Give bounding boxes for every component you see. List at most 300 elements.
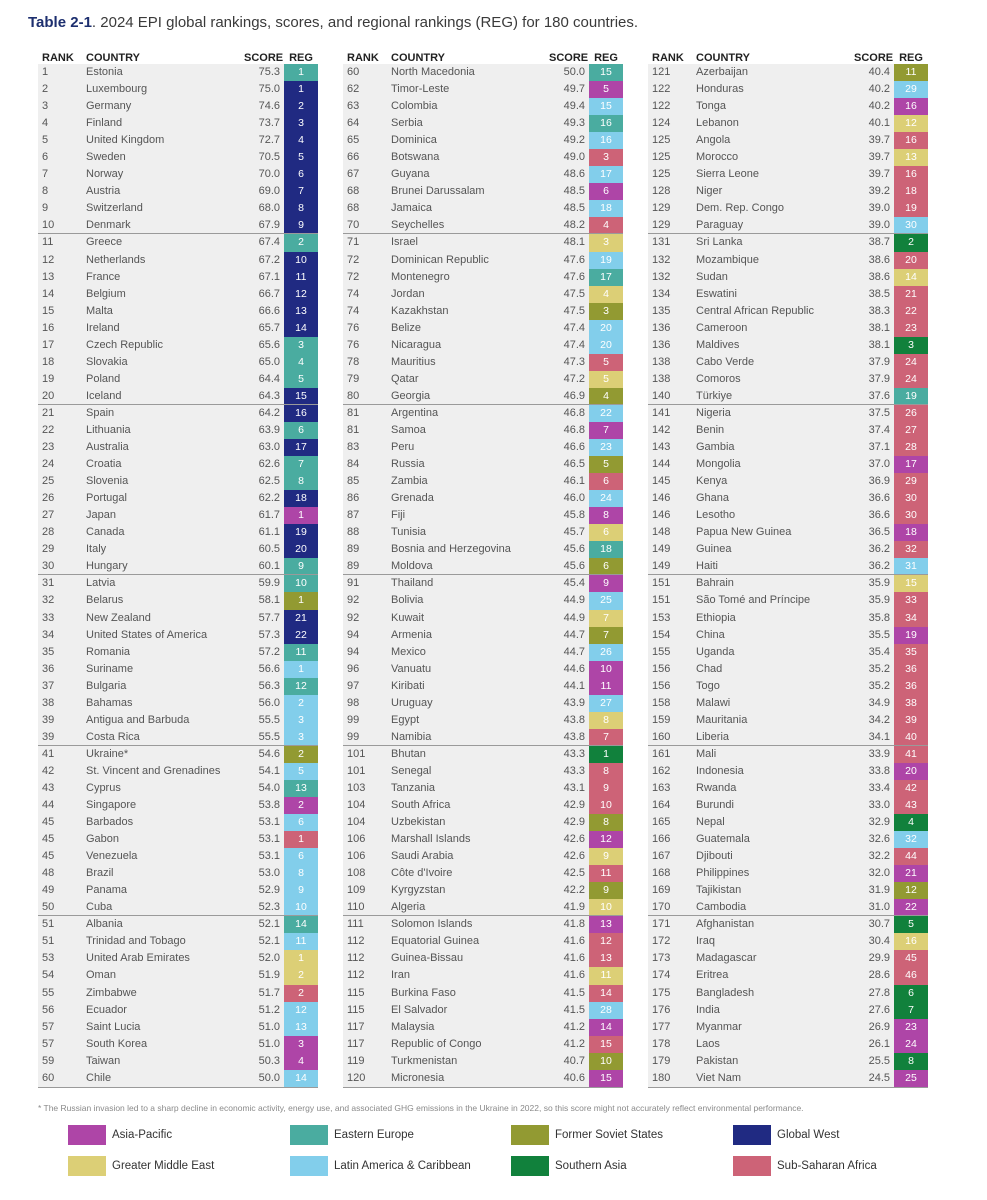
score-cell: 28.6 (868, 969, 890, 982)
reg-cell: 4 (894, 814, 928, 831)
score-cell: 27.6 (868, 1003, 890, 1016)
rank-cell: 49 (42, 884, 55, 897)
country-cell: Namibia (391, 730, 432, 743)
country-cell: Lebanon (696, 117, 739, 130)
reg-cell: 30 (894, 217, 928, 233)
score-cell: 50.0 (563, 66, 585, 78)
reg-cell: 2 (284, 967, 318, 984)
reg-cell: 9 (589, 848, 623, 865)
reg-cell: 34 (894, 610, 928, 627)
score-cell: 25.5 (868, 1054, 890, 1067)
reg-cell: 5 (284, 149, 318, 166)
legend-swatch (511, 1156, 549, 1176)
rank-cell: 39 (42, 713, 55, 726)
country-cell: Burkina Faso (391, 986, 456, 999)
country-cell: Argentina (391, 406, 439, 419)
country-cell: Austria (86, 185, 121, 198)
table-row (343, 115, 623, 132)
rank-cell: 176 (652, 1003, 671, 1016)
score-cell: 74.6 (258, 100, 280, 113)
country-cell: Tonga (696, 100, 726, 113)
rank-cell: 163 (652, 781, 671, 794)
country-cell: Peru (391, 441, 415, 454)
reg-cell: 5 (284, 763, 318, 780)
country-cell: Fiji (391, 509, 406, 522)
rank-cell: 99 (347, 730, 360, 743)
rank-cell: 74 (347, 287, 360, 300)
reg-cell: 20 (284, 541, 318, 558)
rank-cell: 111 (347, 918, 364, 931)
score-cell: 36.2 (868, 560, 890, 573)
table-row (343, 831, 623, 848)
table-row (648, 115, 928, 132)
reg-cell: 32 (894, 831, 928, 848)
reg-cell: 11 (284, 644, 318, 661)
score-cell: 41.5 (563, 1003, 585, 1016)
score-cell: 55.5 (258, 730, 280, 743)
table-bottom-rule (38, 1087, 318, 1088)
table-row (343, 286, 623, 303)
country-cell: Ecuador (86, 1003, 127, 1016)
rank-cell: 88 (347, 526, 360, 539)
table-row (343, 456, 623, 473)
score-cell: 38.6 (868, 253, 890, 266)
score-cell: 34.9 (868, 696, 890, 709)
reg-header: REG (289, 52, 313, 64)
score-cell: 40.1 (868, 117, 890, 130)
reg-cell: 10 (589, 797, 623, 814)
score-cell: 67.2 (258, 253, 280, 266)
reg-cell: 14 (589, 1019, 623, 1036)
region-legend (68, 1125, 968, 1185)
reg-cell: 11 (589, 865, 623, 882)
score-cell: 46.6 (563, 441, 585, 454)
country-cell: Solomon Islands (391, 918, 473, 931)
rank-cell: 85 (347, 475, 360, 488)
rank-cell: 149 (652, 560, 671, 573)
table-row (38, 405, 318, 422)
rank-cell: 169 (652, 884, 671, 897)
score-cell: 31.0 (868, 901, 890, 914)
table-row (343, 558, 623, 575)
table-row (648, 729, 928, 746)
table-row (38, 558, 318, 575)
score-cell: 35.9 (868, 594, 890, 607)
score-cell: 47.6 (563, 253, 585, 266)
country-cell: Bhutan (391, 747, 426, 760)
score-cell: 30.7 (868, 918, 890, 931)
rank-cell: 60 (42, 1071, 55, 1084)
reg-cell: 13 (284, 780, 318, 797)
reg-cell: 8 (589, 712, 623, 729)
country-cell: Norway (86, 168, 124, 181)
legend-item (290, 1156, 471, 1176)
score-cell: 67.9 (258, 219, 280, 232)
score-header: SCORE (854, 52, 894, 64)
table-row (343, 950, 623, 967)
table-row (38, 98, 318, 115)
reg-cell: 16 (894, 132, 928, 149)
score-cell: 26.9 (868, 1020, 890, 1033)
country-cell: Malaysia (391, 1020, 435, 1033)
table-row (343, 252, 623, 269)
score-header: SCORE (244, 52, 284, 64)
score-cell: 43.8 (563, 713, 585, 726)
country-cell: Dominica (391, 134, 437, 147)
reg-cell: 4 (589, 286, 623, 303)
score-cell: 46.8 (563, 406, 585, 419)
table-row (648, 439, 928, 456)
score-cell: 49.7 (563, 83, 585, 96)
rank-cell: 63 (347, 100, 360, 113)
table-row (343, 439, 623, 456)
rank-cell: 27 (42, 509, 55, 522)
rank-cell: 136 (652, 338, 671, 351)
legend-item (511, 1156, 627, 1176)
legend-label: Greater Middle East (112, 1160, 215, 1172)
reg-cell: 6 (589, 524, 623, 541)
score-cell: 52.9 (258, 884, 280, 897)
score-cell: 65.6 (258, 338, 280, 351)
country-cell: Senegal (391, 764, 432, 777)
rank-cell: 67 (347, 168, 360, 181)
rank-cell: 122 (652, 100, 671, 113)
rank-cell: 141 (652, 406, 671, 419)
score-cell: 39.7 (868, 168, 890, 181)
score-cell: 32.0 (868, 867, 890, 880)
score-cell: 54.6 (258, 747, 280, 760)
rank-cell: 172 (652, 935, 671, 948)
table-row (343, 371, 623, 388)
reg-cell: 6 (284, 166, 318, 183)
country-cell: Japan (86, 509, 116, 522)
table-row (648, 422, 928, 439)
reg-cell: 29 (894, 81, 928, 98)
reg-cell: 7 (589, 729, 623, 745)
score-cell: 56.0 (258, 696, 280, 709)
country-cell: Suriname (86, 662, 134, 675)
legend-swatch (68, 1125, 106, 1145)
country-cell: Netherlands (86, 253, 146, 266)
rank-cell: 168 (652, 867, 671, 880)
country-cell: Republic of Congo (391, 1037, 482, 1050)
score-cell: 46.8 (563, 423, 585, 436)
rank-cell: 48 (42, 867, 55, 880)
table-row (38, 695, 318, 712)
country-cell: Italy (86, 543, 107, 556)
reg-cell: 3 (589, 149, 623, 166)
score-cell: 45.4 (563, 577, 585, 590)
rank-cell: 68 (347, 202, 360, 215)
country-cell: Slovakia (86, 355, 128, 368)
table-row (38, 746, 318, 763)
reg-cell: 38 (894, 695, 928, 712)
reg-cell: 19 (284, 524, 318, 541)
score-cell: 40.2 (868, 83, 890, 96)
score-cell: 41.6 (563, 952, 585, 965)
rank-cell: 21 (42, 406, 55, 419)
rank-cell: 44 (42, 799, 55, 812)
reg-cell: 4 (589, 388, 623, 404)
reg-cell: 33 (894, 592, 928, 609)
rank-cell: 112 (347, 969, 365, 982)
country-cell: St. Vincent and Grenadines (86, 764, 221, 777)
country-cell: Chile (86, 1071, 112, 1084)
table-row (343, 320, 623, 337)
reg-cell: 12 (284, 1002, 318, 1019)
table-row (648, 763, 928, 780)
score-cell: 38.5 (868, 287, 890, 300)
score-cell: 42.9 (563, 816, 585, 829)
country-cell: Belize (391, 321, 421, 334)
score-header: SCORE (549, 52, 589, 64)
rank-cell: 128 (652, 185, 671, 198)
table-row (343, 712, 623, 729)
reg-cell: 14 (284, 916, 318, 933)
score-cell: 46.5 (563, 458, 585, 471)
reg-cell: 39 (894, 712, 928, 729)
score-cell: 73.7 (258, 117, 280, 130)
country-cell: Algeria (391, 901, 426, 914)
rank-cell: 89 (347, 560, 360, 573)
score-cell: 38.3 (868, 304, 890, 317)
score-cell: 43.3 (563, 747, 585, 760)
reg-cell: 3 (284, 712, 318, 729)
reg-cell: 8 (589, 814, 623, 831)
country-cell: Moldova (391, 560, 433, 573)
score-cell: 33.4 (868, 781, 890, 794)
reg-cell: 8 (589, 763, 623, 780)
table-bottom-rule (648, 1087, 928, 1088)
country-cell: South Korea (86, 1037, 148, 1050)
country-cell: Burundi (696, 799, 734, 812)
reg-cell: 17 (589, 269, 623, 286)
table-row (648, 831, 928, 848)
table-row (648, 64, 928, 81)
country-cell: Portugal (86, 492, 127, 505)
score-cell: 41.5 (563, 986, 585, 999)
rank-cell: 154 (652, 628, 671, 641)
reg-cell: 25 (894, 1070, 928, 1087)
table-row (38, 200, 318, 217)
country-cell: Uganda (696, 645, 735, 658)
rank-cell: 94 (347, 645, 360, 658)
country-cell: Taiwan (86, 1054, 121, 1067)
legend-swatch (290, 1156, 328, 1176)
table-row (38, 64, 318, 81)
country-cell: Eswatini (696, 287, 737, 300)
rank-cell: 57 (42, 1020, 55, 1033)
score-cell: 42.5 (563, 867, 585, 880)
reg-cell: 1 (284, 592, 318, 609)
reg-cell: 3 (284, 115, 318, 132)
score-cell: 75.3 (258, 66, 280, 78)
country-cell: Benin (696, 423, 725, 436)
reg-cell: 22 (894, 303, 928, 320)
table-row (648, 848, 928, 865)
country-cell: Chad (696, 662, 723, 675)
score-cell: 62.6 (258, 458, 280, 471)
score-cell: 49.3 (563, 117, 585, 130)
reg-cell: 3 (589, 303, 623, 320)
score-cell: 32.9 (868, 816, 890, 829)
rank-cell: 97 (347, 679, 360, 692)
reg-cell: 12 (589, 831, 623, 848)
score-cell: 43.3 (563, 764, 585, 777)
reg-cell: 2 (284, 746, 318, 763)
reg-cell: 27 (894, 422, 928, 439)
table-row (343, 81, 623, 98)
score-cell: 49.4 (563, 100, 585, 113)
score-cell: 75.0 (258, 83, 280, 96)
rank-cell: 156 (652, 662, 671, 675)
rank-cell: 146 (652, 509, 671, 522)
country-cell: Sweden (86, 151, 126, 164)
rank-cell: 135 (652, 304, 671, 317)
rank-cell: 42 (42, 764, 55, 777)
country-cell: Maldives (696, 338, 740, 351)
reg-cell: 1 (284, 64, 318, 81)
score-cell: 47.4 (563, 321, 585, 334)
rank-cell: 132 (652, 270, 671, 283)
table-row (648, 1070, 928, 1087)
table-row (38, 541, 318, 558)
reg-cell: 10 (589, 1053, 623, 1070)
reg-cell: 32 (894, 541, 928, 558)
ranking-column-3 (648, 45, 928, 1090)
table-row (38, 269, 318, 286)
table-row (648, 456, 928, 473)
reg-cell: 3 (284, 1036, 318, 1053)
reg-cell: 36 (894, 661, 928, 678)
country-cell: Mali (696, 747, 717, 760)
score-cell: 63.9 (258, 423, 280, 436)
score-cell: 45.6 (563, 560, 585, 573)
rank-cell: 125 (652, 134, 671, 147)
table-row (38, 132, 318, 149)
country-cell: Botswana (391, 151, 440, 164)
table-row (343, 132, 623, 149)
table-row (38, 490, 318, 507)
table-row (38, 678, 318, 695)
country-cell: Myanmar (696, 1020, 742, 1033)
country-cell: Kuwait (391, 611, 425, 624)
country-cell: Guinea (696, 543, 732, 556)
rank-cell: 3 (42, 100, 49, 113)
score-cell: 52.1 (258, 918, 280, 931)
table-row (38, 303, 318, 320)
reg-cell: 13 (284, 303, 318, 320)
reg-cell: 22 (894, 899, 928, 915)
rank-cell: 34 (42, 628, 55, 641)
reg-cell: 1 (589, 746, 623, 763)
score-cell: 48.2 (563, 219, 585, 232)
score-cell: 50.0 (258, 1071, 280, 1084)
country-cell: United States of America (86, 628, 208, 641)
score-cell: 32.6 (868, 833, 890, 846)
score-cell: 56.6 (258, 662, 280, 675)
rank-cell: 120 (347, 1071, 366, 1084)
score-cell: 68.0 (258, 202, 280, 215)
rank-cell: 38 (42, 696, 55, 709)
country-cell: United Kingdom (86, 134, 165, 147)
country-cell: North Macedonia (391, 66, 475, 78)
score-cell: 40.4 (868, 66, 890, 78)
reg-cell: 4 (284, 354, 318, 371)
table-row (343, 661, 623, 678)
rank-cell: 12 (42, 253, 55, 266)
score-cell: 47.5 (563, 287, 585, 300)
rank-cell: 57 (42, 1037, 55, 1050)
country-cell: Mauritius (391, 355, 436, 368)
table-row (38, 252, 318, 269)
score-cell: 64.4 (258, 372, 280, 385)
table-row (38, 183, 318, 200)
country-cell: Azerbaijan (696, 66, 748, 78)
score-cell: 41.2 (563, 1020, 585, 1033)
reg-cell: 12 (894, 115, 928, 132)
rank-cell: 26 (42, 492, 55, 505)
rank-cell: 36 (42, 662, 55, 675)
score-cell: 72.7 (258, 134, 280, 147)
country-cell: Georgia (391, 389, 431, 402)
rank-cell: 167 (652, 850, 671, 863)
reg-cell: 21 (894, 865, 928, 882)
score-cell: 51.0 (258, 1020, 280, 1033)
table-row (38, 320, 318, 337)
score-cell: 59.9 (258, 577, 280, 590)
rank-cell: 112 (347, 952, 365, 965)
table-row (343, 524, 623, 541)
score-cell: 53.0 (258, 867, 280, 880)
score-cell: 27.8 (868, 986, 890, 999)
table-row (38, 234, 318, 251)
country-cell: Kenya (696, 475, 728, 488)
table-row (38, 354, 318, 371)
legend-label: Former Soviet States (555, 1129, 664, 1141)
reg-cell: 6 (284, 422, 318, 439)
rank-cell: 131 (652, 236, 671, 249)
reg-cell: 22 (284, 627, 318, 644)
country-cell: Honduras (696, 83, 744, 96)
score-cell: 65.0 (258, 355, 280, 368)
table-row (648, 269, 928, 286)
legend-label: Asia-Pacific (112, 1129, 173, 1141)
score-cell: 35.4 (868, 645, 890, 658)
reg-cell: 9 (284, 558, 318, 574)
country-cell: Antigua and Barbuda (86, 713, 190, 726)
table-row (648, 916, 928, 933)
legend-swatch (733, 1125, 771, 1145)
country-cell: Egypt (391, 713, 420, 726)
legend-swatch (511, 1125, 549, 1145)
legend-item (290, 1125, 414, 1145)
table-title (28, 14, 638, 31)
rank-cell: 91 (347, 577, 360, 590)
table-row (343, 729, 623, 746)
country-cell: Timor-Leste (391, 83, 450, 96)
reg-cell: 7 (589, 627, 623, 644)
score-cell: 34.2 (868, 713, 890, 726)
score-cell: 62.5 (258, 475, 280, 488)
table-row (38, 592, 318, 609)
table-row (648, 354, 928, 371)
table-row (38, 473, 318, 490)
table-row (38, 916, 318, 933)
reg-cell: 1 (284, 831, 318, 848)
country-cell: Iran (391, 969, 410, 982)
reg-cell: 7 (589, 610, 623, 627)
